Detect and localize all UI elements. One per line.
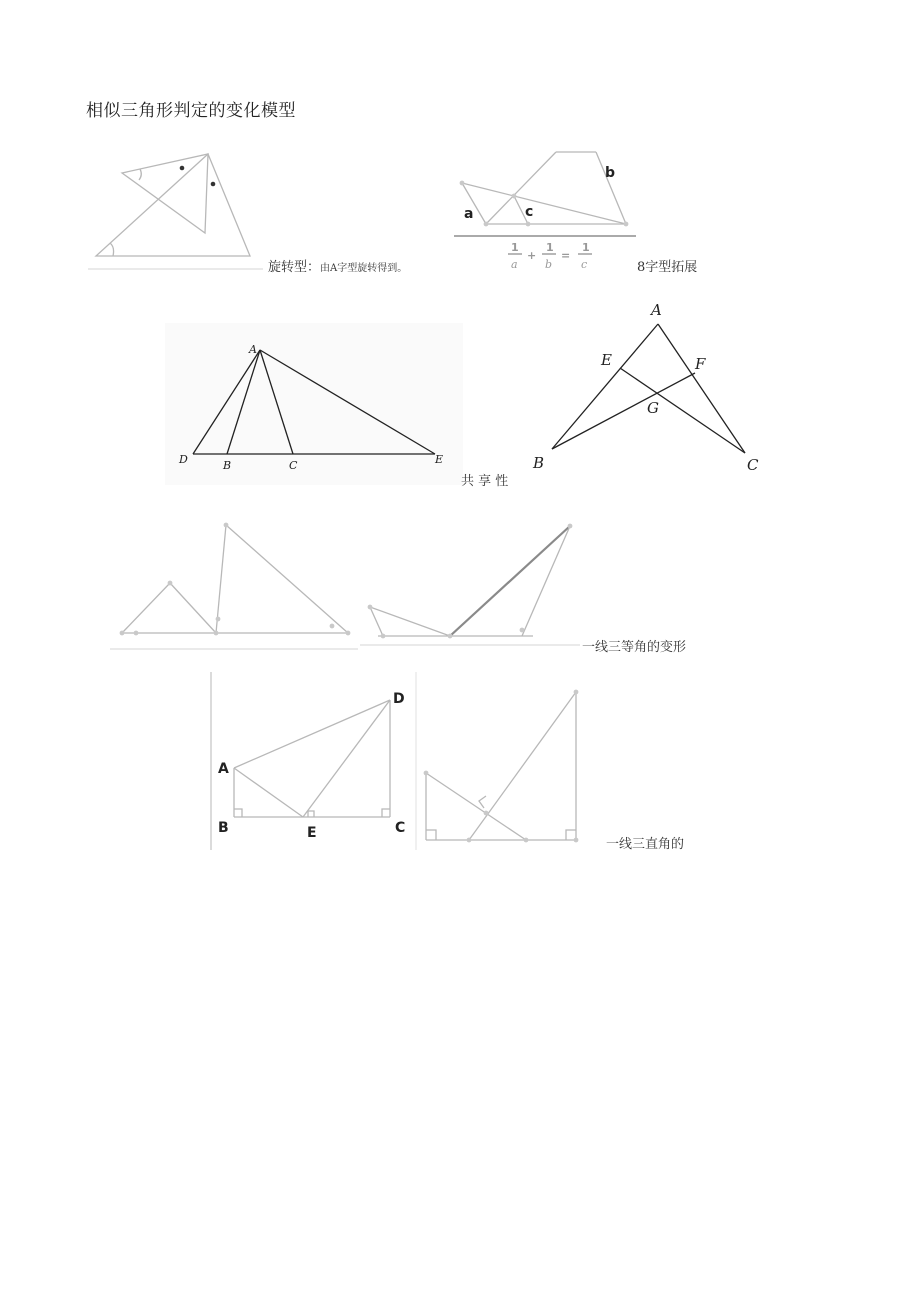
svg-text:=: = — [561, 249, 571, 262]
eight-shape-figure — [448, 148, 648, 278]
label-C: C — [395, 820, 406, 836]
label-b: b — [605, 165, 616, 181]
label-B: B — [533, 454, 545, 472]
equal-angles-figure — [108, 518, 583, 653]
formula — [508, 241, 592, 271]
right-angles-variant-figure — [418, 680, 586, 850]
eight-extension-caption: 8字型拓展 — [637, 260, 698, 275]
rotation-caption: 旋转型：由A字型旋转得到。 — [268, 260, 408, 275]
label-E: E — [435, 453, 444, 466]
right-angles-figure — [208, 672, 418, 850]
label-c: c — [525, 204, 534, 220]
svg-text:c: c — [581, 258, 588, 271]
label-D: D — [179, 453, 188, 466]
label-E: E — [601, 351, 612, 369]
svg-text:1: 1 — [511, 241, 519, 254]
label-E: E — [307, 825, 317, 841]
label-F: F — [695, 355, 706, 373]
svg-text:+: + — [527, 249, 537, 262]
label-G: G — [647, 399, 659, 417]
label-A: A — [218, 761, 229, 777]
rotation-figure — [85, 148, 270, 276]
efg-figure — [525, 298, 775, 480]
svg-text:a: a — [511, 258, 518, 271]
page-title: 相似三角形判定的变化模型 — [86, 101, 296, 121]
label-B: B — [218, 820, 229, 836]
svg-text:b: b — [545, 258, 553, 271]
angle-dot — [180, 166, 185, 171]
label-A: A — [249, 343, 257, 356]
label-C: C — [747, 456, 759, 474]
equal-angles-caption: 一线三等角的变形 — [582, 640, 687, 655]
base-triangle — [96, 154, 250, 256]
angle-arc — [139, 169, 141, 180]
angle-arc — [110, 243, 114, 256]
angle-dot — [211, 182, 216, 187]
shared-figure — [165, 323, 463, 485]
svg-text:1: 1 — [582, 241, 590, 254]
shared-caption: 共 享 性 — [461, 474, 509, 489]
right-angles-caption: 一线三直角的 — [606, 837, 685, 852]
label-a: a — [464, 206, 474, 222]
label-D: D — [393, 691, 405, 707]
svg-text:1: 1 — [546, 241, 554, 254]
label-B: B — [223, 459, 232, 472]
label-A: A — [651, 301, 662, 319]
label-C: C — [289, 459, 298, 472]
